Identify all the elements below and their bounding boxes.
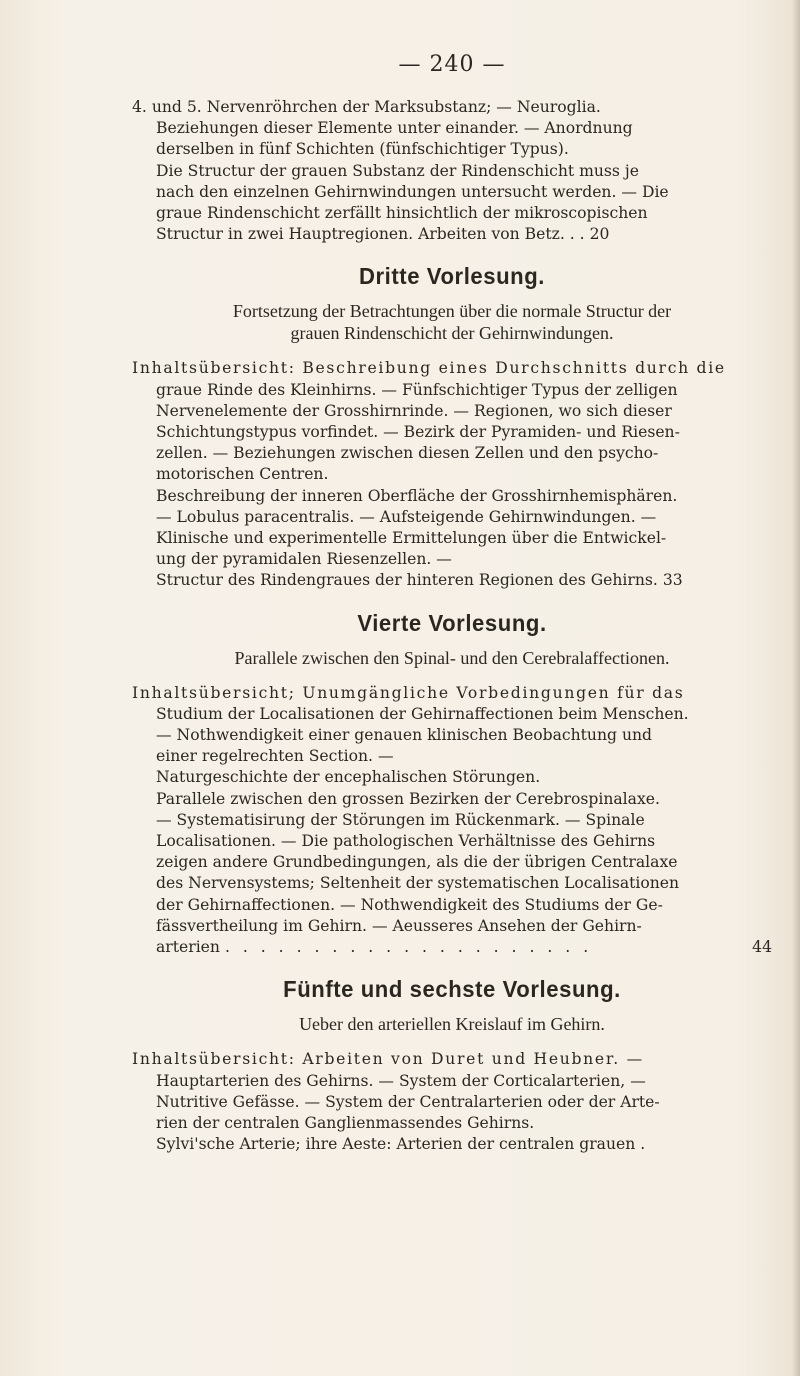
intro-line-3: derselben in fünf Schichten (fünfschichtiger Typus).: [156, 140, 569, 159]
lecture-4-p3-line-4: zeigen andere Grundbedingungen, als die der übrigen Centralaxe: [156, 853, 678, 872]
lecture-3-subtitle-line-2: grauen Rindenschicht der Gehirnwindungen.: [290, 323, 614, 344]
lecture-4-p3-line-2: — Systematisirung der Störungen im Rückenmark. — Spinale: [156, 810, 645, 829]
lecture-3-p1-line-2: graue Rinde des Kleinhirns. — Fünfschichtiger Typus der zelligen: [156, 380, 678, 399]
lecture-3-p3-line-1: Structur des Rindengraues der hinteren Regionen des Gehirns. 33: [156, 571, 683, 590]
lecture-3-p2-line-2: — Lobulus paracentralis. — Aufsteigende Gehirnwindungen. —: [156, 507, 657, 526]
page-content: [132, 52, 772, 1163]
page-edge-shadow: [792, 0, 800, 1376]
lecture-4-p3-line-5: des Nervensystems; Seltenheit der systematischen Localisationen: [156, 874, 680, 893]
lecture-4-p1-line-3: — Nothwendigkeit einer genauen klinischen Beobachtung und: [156, 726, 653, 745]
lecture-3-subtitle-line-1: Fortsetzung der Betrachtungen über die normale Structur der: [232, 301, 672, 322]
lecture-3-p1-line-5: zellen. — Beziehungen zwischen diesen Zellen und den psycho-: [156, 444, 659, 463]
lecture-5-6-content: [132, 1049, 772, 1155]
lecture-3-p1-line-4: Schichtungstypus vorfindet. — Bezirk der Pyramiden- und Riesen-: [156, 423, 680, 442]
lecture-3-p1-line-1: Inhaltsübersicht: Beschreibung eines Durchschnitts durch die: [132, 359, 726, 378]
intro-line-2: Beziehungen dieser Elemente unter einander. — Anordnung: [156, 119, 633, 138]
page-number: — 240 —: [398, 52, 506, 77]
intro-line-5: nach den einzelnen Gehirnwindungen untersucht werden. — Die: [156, 182, 669, 201]
lecture-3-title: Dritte Vorlesung.: [358, 263, 546, 290]
lecture-4-p1-line-1: Inhaltsübersicht; Unumgängliche Vorbedingungen für das: [132, 683, 685, 702]
intro-line-1: 4. und 5. Nervenröhrchen der Marksubstanz; — Neuroglia.: [132, 98, 601, 116]
intro-line-4: Die Structur der grauen Substanz der Rindenschicht muss je: [156, 161, 639, 180]
lecture-5-6-title: Fünfte und sechste Vorlesung.: [283, 976, 621, 1003]
lecture-4-p3-line-8-dots: . . . . . . . . . . . . . . . . . . . . .: [224, 938, 593, 957]
lecture-4-p3-line-1: Parallele zwischen den grossen Bezirken der Cerebrospinalaxe.: [156, 789, 660, 808]
lecture-5-6-p2-line-1: Sylvi'sche Arterie; ihre Aeste: Arterien der centralen grauen .: [156, 1135, 646, 1154]
lecture-4-p1-line-4: einer regelrechten Section. —: [156, 747, 394, 766]
lecture-4-p2-line-1: Naturgeschichte der encephalischen Störungen.: [156, 768, 541, 787]
intro-line-6: graue Rindenschicht zerfällt hinsichtlich der mikroscopischen: [156, 204, 648, 223]
lecture-4-p3-line-8-text: arterien: [156, 938, 220, 957]
lecture-4-title: Vierte Vorlesung.: [357, 609, 547, 636]
lecture-4-p3-line-8: [156, 937, 772, 958]
lecture-5-6-p1-line-3: Nutritive Gefässe. — System der Centralarterien oder der Arte-: [156, 1092, 660, 1111]
intro-line-7: Structur in zwei Hauptregionen. Arbeiten von Betz. . . 20: [156, 225, 610, 244]
lecture-4-p3-line-7: fässvertheilung im Gehirn. — Aeusseres Ansehen der Gehirn-: [156, 916, 642, 935]
lecture-4-p1-line-2: Studium der Localisationen der Gehirnaffectionen beim Menschen.: [156, 704, 689, 723]
lecture-5-6-p1-line-4: rien der centralen Ganglienmassendes Gehirns.: [156, 1113, 535, 1132]
lecture-5-6-subtitle: Ueber den arteriellen Kreislauf im Gehirn.: [299, 1014, 605, 1035]
lecture-5-6-p1-line-2: Hauptarterien des Gehirns. — System der Corticalarterien, —: [156, 1071, 646, 1090]
lecture-4-p3-line-8-page: 44: [752, 938, 772, 957]
lecture-3-p1-line-6: motorischen Centren.: [156, 465, 329, 484]
lecture-3-p2-line-3: Klinische und experimentelle Ermittelungen über die Entwickel-: [156, 529, 667, 548]
lecture-3-p1-line-3: Nervenelemente der Grosshirnrinde. — Regionen, wo sich dieser: [156, 401, 672, 420]
lecture-4-p3-line-3: Localisationen. — Die pathologischen Verhältnisse des Gehirns: [156, 832, 656, 851]
lecture-4-content: [132, 683, 772, 959]
lecture-4-subtitle: Parallele zwischen den Spinal- und den Cerebralaffectionen.: [234, 647, 670, 668]
lecture-5-6-p1-line-1: Inhaltsübersicht: Arbeiten von Duret und Heubner. —: [132, 1050, 644, 1069]
lecture-3-content: [132, 358, 772, 591]
intro-section: [132, 97, 772, 245]
lecture-3-p2-line-1: Beschreibung der inneren Oberfläche der Grosshirnhemisphären.: [156, 486, 678, 505]
lecture-4-p3-line-6: der Gehirnaffectionen. — Nothwendigkeit des Studiums der Ge-: [156, 895, 663, 914]
lecture-3-subtitle: [132, 300, 772, 344]
lecture-3-p2-line-4: ung der pyramidalen Riesenzellen. —: [156, 550, 452, 569]
